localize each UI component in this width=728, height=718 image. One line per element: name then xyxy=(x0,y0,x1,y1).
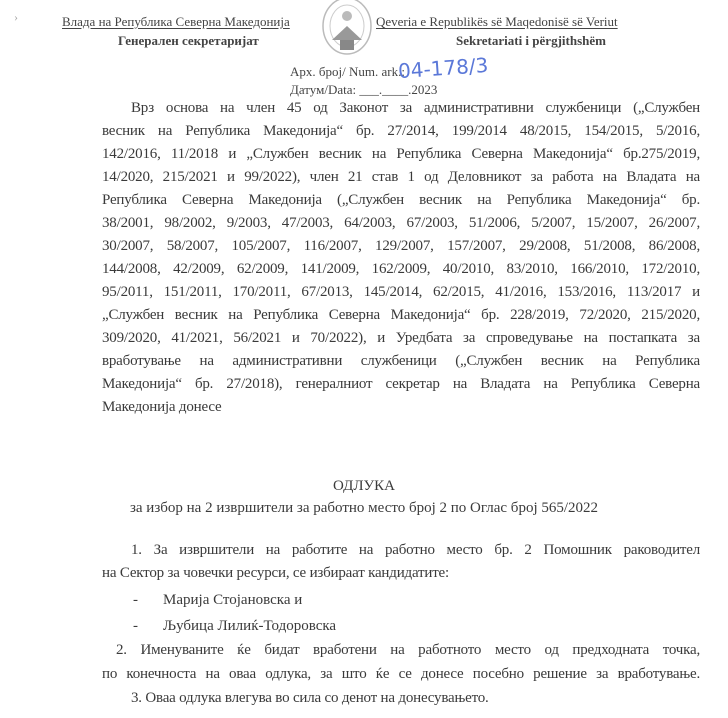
preamble-line: вработување на административни службеници („Службен весник на Република xyxy=(102,353,700,369)
preamble-line: „Службен весник на Република Северна Македонија“ бр. 228/2019, 72/2020, 215/2020, xyxy=(102,307,700,323)
preamble-line: 38/2001, 98/2002, 9/2003, 47/2003, 64/2003, 67/2003, 51/2006, 5/2007, 15/2007, 26/2007, xyxy=(102,215,700,231)
preamble-line: Врз основа на член 45 од Законот за административни службеници („Службен xyxy=(131,100,700,116)
header-left-subtitle: Генерален секретаријат xyxy=(118,33,259,48)
item-1-line: на Сектор за човечки ресурси, се избираат кандидатите: xyxy=(102,565,449,581)
preamble-line: Македонија“ бр. 27/2018), генералниот секретар на Владата на Република Северна xyxy=(102,376,700,392)
preamble-line: Македонија донесе xyxy=(102,399,222,415)
preamble-line: 95/2011, 151/2011, 170/2011, 67/2013, 145/2014, 62/2015, 41/2016, 153/2016, 113/2017 и xyxy=(102,284,700,300)
preamble-line: 14/2020, 215/2021 и 99/2022), член 21 став 1 од Деловникот за работа на Владата на xyxy=(102,169,700,185)
preamble-line: 144/2008, 42/2009, 62/2009, 141/2009, 162/2009, 40/2010, 83/2010, 166/2010, 172/2010, xyxy=(102,261,700,277)
coat-of-arms-emblem xyxy=(318,0,376,58)
list-bullet: - xyxy=(133,592,138,608)
item-2-line: 2. Именуваните ќе бидат вработени на работното место од предходната точка, xyxy=(116,642,700,658)
preamble-line: 309/2020, 41/2021, 56/2021 и 70/2022), и Уредбата за спроведување на постапката за xyxy=(102,330,700,346)
candidate-name: Марија Стојановска и xyxy=(163,592,303,608)
decision-title: ОДЛУКА xyxy=(333,478,395,494)
margin-mark: › xyxy=(14,10,18,24)
item-3-line: 3. Оваа одлука влегува во сила со денот на донесувањето. xyxy=(131,690,489,706)
archive-number-handwritten: 04-178/3 xyxy=(397,52,490,84)
preamble-line: 30/2007, 58/2007, 105/2007, 116/2007, 129/2007, 157/2007, 29/2008, 51/2008, 86/2008, xyxy=(102,238,700,254)
candidate-name: Љубица Лилиќ-Тодоровска xyxy=(163,618,337,634)
header-right-title: Qeveria e Republikës së Maqedonisë së Veriut xyxy=(376,14,618,29)
list-bullet: - xyxy=(133,618,138,634)
date-label: Датум/Data: ___.____.2023 xyxy=(290,82,438,97)
archive-number-label: Арх. број/ Num. ark.: xyxy=(290,64,405,79)
preamble-line: 142/2016, 11/2018 и „Службен весник на Република Северна Македонија“ бр.275/2019, xyxy=(102,146,700,162)
decision-subtitle: за избор на 2 извршители за работно место број 2 по Оглас број 565/2022 xyxy=(129,500,599,516)
header-left-title: Влада на Република Северна Македонија xyxy=(62,14,290,29)
preamble-line: весник на Република Македонија“ бр. 27/2014, 199/2014 48/2015, 154/2015, 5/2016, xyxy=(102,123,700,139)
header-right-subtitle: Sekretariati i përgjithshëm xyxy=(456,33,606,48)
item-1-line: 1. За извршители на работите на работно место бр. 2 Помошник раководител xyxy=(131,542,700,558)
item-2-line: по конечноста на оваа одлука, за што ќе се донесе посебно решение за вработување. xyxy=(102,666,700,682)
preamble-line: Република Северна Македонија („Службен весник на Република Македонија“ бр. xyxy=(102,192,700,208)
